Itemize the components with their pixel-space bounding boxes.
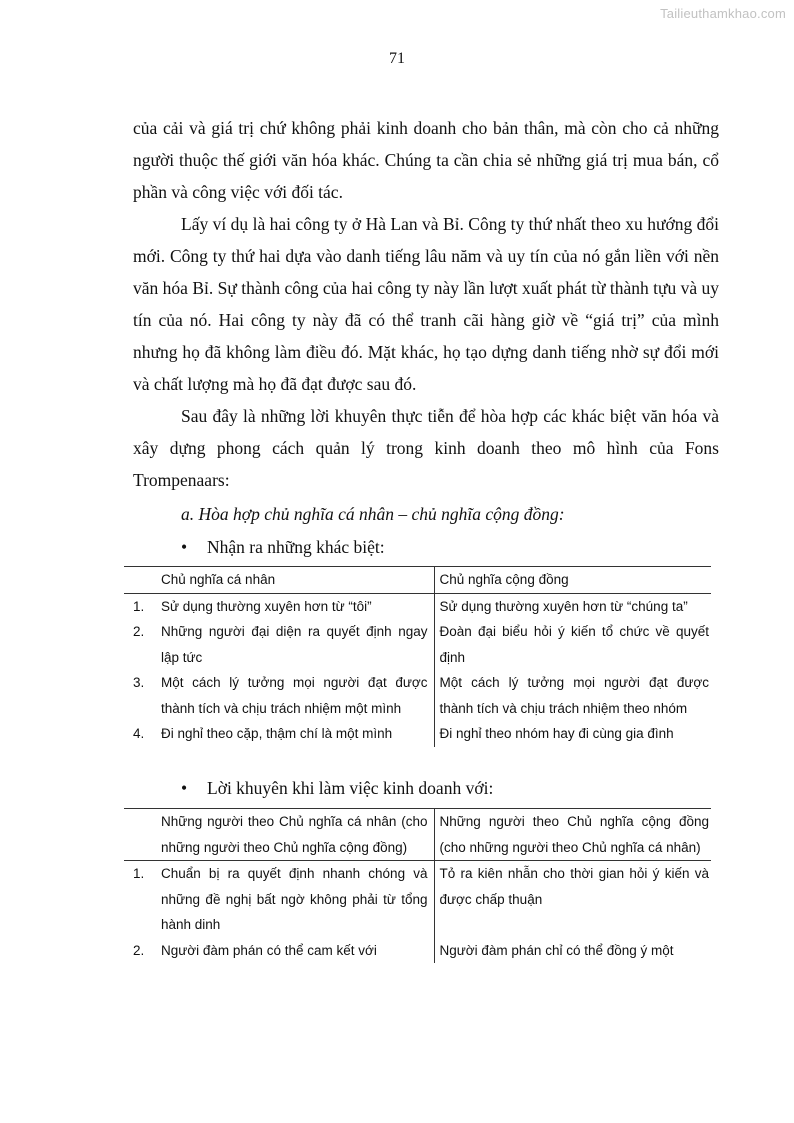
advice-table (124, 808, 711, 963)
bullet-label: Nhận ra những khác biệt: (207, 537, 385, 557)
page-number: 71 (389, 50, 405, 67)
row-number: 2. (133, 624, 145, 639)
body-text (133, 112, 719, 496)
bullet-item-advice (181, 772, 493, 804)
row-individualists-cell: Chuẩn bị ra quyết định nhanh chóng và những đề nghị bất ngờ không phải từ tổng hành dinh (161, 866, 428, 932)
paragraph-2: Lấy ví dụ là hai công ty ở Hà Lan và Bỉ. Công ty thứ nhất theo xu hướng đổi mới. Công ty thứ hai dựa vào danh tiếng lâu năm và uy tín của nó gắn liền với nền văn hóa Bỉ. Sự thành công của hai công ty này lần lượt xuất phát từ thành tựu và uy tín của nó. Hai công ty này đã có thể tranh cãi hàng giờ về “giá trị” của mình nhưng họ đã không làm điều đó. Mặt khác, họ tạo dựng danh tiếng nhờ sự đổi mới và chất lượng mà họ đã đạt được sau đó. (133, 214, 719, 394)
row-individualism-cell: Những người đại diện ra quyết định ngay lập tức (161, 624, 428, 665)
row-number: 1. (133, 866, 145, 881)
paragraph-3: Sau đây là những lời khuyên thực tiễn để hòa hợp các khác biệt văn hóa và xây dựng phong cách quản lý trong kinh doanh theo mô hình của Fons Trompenaars: (133, 406, 719, 490)
watermark: Tailieuthamkhao.com (660, 6, 786, 21)
table-row (124, 938, 711, 964)
row-individualists-cell: Người đàm phán có thể cam kết với (161, 942, 377, 958)
table-row (124, 861, 711, 938)
table-row (124, 593, 711, 619)
bullet-label: Lời khuyên khi làm việc kinh doanh với: (207, 778, 494, 798)
row-collectivism-cell: Đi nghỉ theo nhóm hay đi cùng gia đình (434, 721, 711, 747)
row-individualism-cell: Sử dụng thường xuyên hơn từ “tôi” (161, 598, 372, 614)
row-number: 1. (133, 598, 145, 614)
table-header-row (124, 567, 711, 594)
table-row (124, 670, 711, 721)
section-heading-a: a. Hòa hợp chủ nghĩa cá nhân – chủ nghĩa cộng đồng: (181, 504, 565, 524)
table-header-collectivism: Chủ nghĩa cộng đồng (434, 567, 711, 594)
row-collectivism-cell: Sử dụng thường xuyên hơn từ “chúng ta” (434, 593, 711, 619)
row-collectivists-cell: Người đàm phán chỉ có thể đồng ý một (434, 938, 711, 964)
table-header-individualism: Chủ nghĩa cá nhân (157, 567, 434, 594)
table-row (124, 619, 711, 670)
row-number: 2. (133, 942, 145, 958)
row-collectivism-cell: Đoàn đại biểu hỏi ý kiến tổ chức về quyết định (434, 619, 711, 670)
table-header-num (124, 809, 157, 861)
row-number: 3. (133, 675, 145, 690)
row-individualism-cell: Đi nghỉ theo cặp, thậm chí là một mình (161, 726, 393, 741)
row-collectivism-cell: Một cách lý tưởng mọi người đạt được thành tích và chịu trách nhiệm theo nhóm (434, 670, 711, 721)
row-number: 4. (133, 726, 145, 741)
differences-table (124, 566, 711, 747)
bullet-item-differences (181, 531, 385, 563)
paragraph-1: của cải và giá trị chứ không phải kinh doanh cho bản thân, mà còn cho cả những người thuộc thế giới văn hóa khác. Chúng ta cần chia sẻ những giá trị mua bán, cổ phần và công việc với đối tác. (133, 118, 719, 202)
row-individualism-cell: Một cách lý tưởng mọi người đạt được thành tích và chịu trách nhiệm một mình (161, 675, 428, 716)
table-header-row (124, 809, 711, 861)
row-collectivists-cell: Tỏ ra kiên nhẫn cho thời gian hỏi ý kiến và được chấp thuận (434, 861, 711, 938)
bullet-icon: • (181, 537, 188, 557)
bullet-icon: • (181, 778, 188, 798)
table-header-num (124, 567, 157, 594)
table-header-individualists: Những người theo Chủ nghĩa cá nhân (cho những người theo Chủ nghĩa cộng đồng) (157, 809, 434, 861)
table-row (124, 721, 711, 747)
table-header-collectivists: Những người theo Chủ nghĩa cộng đồng (cho những người theo Chủ nghĩa cá nhân) (434, 809, 711, 861)
